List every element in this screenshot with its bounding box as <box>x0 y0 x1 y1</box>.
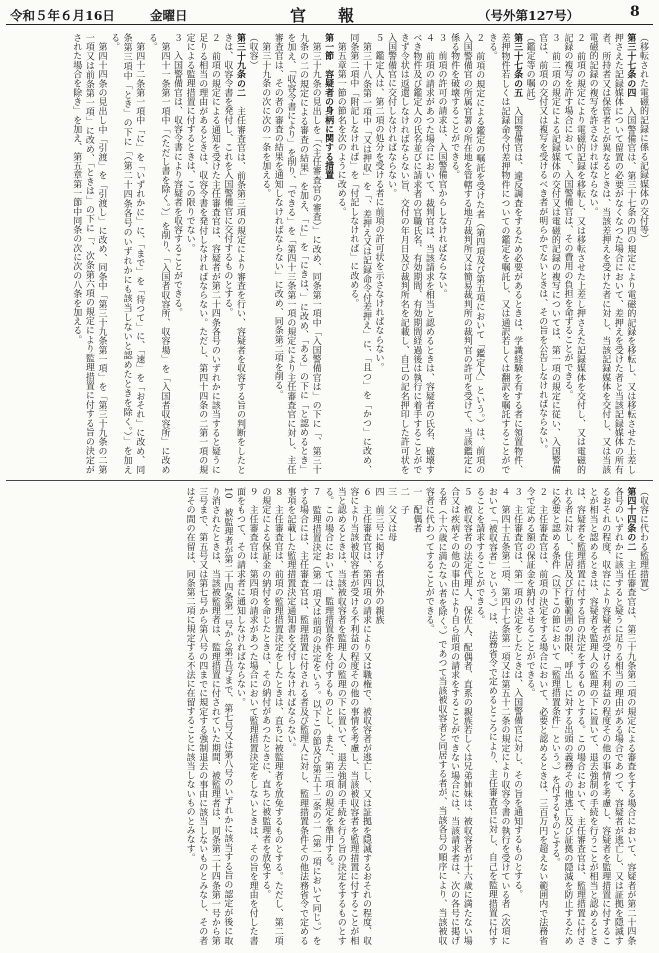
paragraph: ７ 監理措置決定（第一項又は前項の決定をいう。以下この節及び第五十二条の二（第一項において同じ。）をする場合には、主任審査官は、監理措置に付される者及び監理人に対し、監理措置条件その他法務省令で定める事項を記載した監理措置決定通知書を交付しなければならない。 <box>285 487 321 945</box>
article-number: 第三十七条の四 <box>625 33 636 98</box>
paragraph: ４ 前項の請求があつた場合において、裁判官は、当該請求を相当と認めるときは、容疑者の氏名、破壊すべき物件及び鑑定人の氏名並びに請求者の官職氏名、有効期間、有効期間経過後は執行に着手することができず令状は返還しなければならない旨、交付の年月日及び裁判所名を記載し、自己の記名押印した許可状を入国警備官に交付しなければならない。 <box>386 33 434 474</box>
paragraph: ６ 主任審査官は、第四項の請求により又は職権で、被収容者が逃亡し、又は証拠を隠滅するおそれの程度、収容により当該被収容者が受ける不利益の程度その他の事情を考慮し、当該被収容者を監理措置に付することが相当と認めるときは、当該被収容者を監理人の監理の下に置いて、退去強制の手続を行う旨の決定をするものとする。この場合においては、監理措置条件を付するものとし、また、第二項の規定を準用する。 <box>323 487 371 945</box>
paragraph: ５ 鑑定人は、第二項の処分を受ける者に前項の許可状を示さなければならない。 <box>373 33 384 372</box>
page-number: 8 <box>630 4 640 20</box>
paragraph: ５ 被収容者の法定代理人、保佐人、配偶者、直系の親族若しくは兄弟姉妹は、被収容者が十六歳に満たない場合又は疾病その他の事由により自ら前項の請求をすることができない場合には、当該請求者は、次の各号に掲げる者（十六歳に満たない者を除く。）であつて当該被収容者と同居する者が、当該各号の順序により、当該被収容者に代わつてすることができる。 <box>423 487 472 945</box>
article-text: 主任審査官は、第三十九条第二項の規定による審査をする場合において、容疑者が第二十四条各号のいずれかに該当すると疑うに足りる相当の理由がある場合であつて、容疑者が逃亡し、又は証拠を隠滅するおそれの程度、収容により容疑者が受ける不利益の程度その他の事情を考慮し、容疑者を監理措置に付することが相当と認めるときは、容疑者を監理人の監理の下に置いて、退去強制の手続を行うことが相当と認めるときは、容疑者を監理措置に付する旨の決定をするものとする。この場合において、主任審査官は、監理措置に付される者に対し、住居及び行動範囲の制限、呼出しに対する出頭の義務その他逃亡及び証拠の隠滅を防止するために必要と認める条件（以下この節において「監理措置条件」という。）を付するものとする。 <box>549 487 636 945</box>
paragraph: ３ 前項の許可の請求は、入国警備官からしなければならない。 <box>436 33 447 299</box>
paragraph: ８ 主任審査官は、前項の監理措置決定をしたときは、直ちに被監理者を放免するものとする。ただし、第二項の規定による保証金の納付を命じたときは、その納付があつたときに、直ちに被監理者を放免する。 <box>260 487 283 945</box>
paragraph: （収容に代わる監理措置） <box>638 487 648 597</box>
paragraph: ３ 主任審査官は、第一項の決定をしたときは、入国警備官に対し、その旨を通知するものとする。 <box>512 487 523 899</box>
paragraph <box>548 487 636 945</box>
gazette-title: 官 報 <box>290 6 355 25</box>
paragraph: （収容） <box>247 33 258 70</box>
paragraph: ９ 主任審査官は、第四項の請求があつた場合において監理措置決定をしないときは、その旨を理由を付した書面をもつて、その請求者に通知しなければならない。 <box>235 487 258 945</box>
article-number: 第三十七条の五 <box>512 33 523 98</box>
paragraph: ２ 前項の規定による鑑定の嘱託を受けた者（第四項及び第五項において「鑑定人」という。）は、前項の入国警備官の所属官署の所在地を管轄する地方裁判所又は簡易裁判所の裁判官の許可を受けて、当該鑑定に係る物件を破壊することができる。 <box>449 33 485 474</box>
upper-text-block <box>9 33 649 474</box>
paragraph: 第四十一条第一項中「（ただし書を除く。）」を削り、「入国者収容所、収容場」を「入国者収容所」に改める。 <box>146 33 170 474</box>
article-text: 主任審査官は、前条第三項の規定により審査を行い、容疑者を収容する旨の判断をしたときは、収容令書を発付し、これを入国警備官に交付するものとする。 <box>222 33 245 474</box>
paragraph: （移転された電磁的記録に係る記録媒体の交付等） <box>638 33 648 244</box>
paragraph: 第三十九条の見出しを「（主任審査官の審査）」に改め、同条第一項中「入国警備官は」の下に「、第三十九条の二の規定による審査の結果」を加え、「に」を「にきは、」に改め、「ある」の下に「と認めるとき」を加え、「収容令書により」を削り、「できる」を「第四十三条第一項の規定により主任審査官に対し、主任審査官は、その者の審査の結果を通知しなければならない」に改め、同条第二項を削る。 <box>272 33 321 474</box>
paragraph: ３ 入国警備官は、収容令書により容疑者を収容することができる。 <box>172 33 183 317</box>
paragraph: 第四十二条第一項中「に」を「いずれかに」に、「まで」を「待つて」に、「速」を「おそれ」に改め、同条第三項中「とき」の下に「（第二十四条各号のいずれかにも該当しないと認めたときを除く。）」を加える。 <box>109 33 145 474</box>
article-number: 第四十四条の二 <box>625 487 636 552</box>
section-divider <box>6 480 653 481</box>
paragraph: 10 被監理者が第二十四条第一号から第五号まで、第七号又は第八号のいずれかに該当する旨の認定が後に取り消されたときは、当該被監理者は、監理措置に付されていた期間、被監理者は、同条第二十四条第一号から第三号まで、第五号又は第七号から第八号の四までに規定する強制退去の事由に該当しないものとみなし、その者はその間の在留は、同条第二項に規定する不法に在留することに該当しないものとみなす。 <box>184 487 233 945</box>
paragraph: 第三十八条第一項中「又は押収」を「、差押え又は記録命令付差押え」に、「且つ」を「かつ」に改め、同条第二項中「附記しなければ」を「付記しなければ」に改める。 <box>348 33 371 474</box>
section-heading: 第一節 容疑者の身柄に関する措置 <box>323 33 334 180</box>
header-rule <box>6 24 653 25</box>
paragraph: 四 前三号に掲げる者以外の親族 <box>373 487 384 625</box>
article-number: 第三十九条の二 <box>235 33 245 98</box>
article-text: 入国警備官は、違反調査をするため必要があるときは、学識経験を有する者に領置物件、差押物件若しくは記録命令付差押物件についての鑑定を嘱託し、又は通訳若しくは翻訳を嘱託することができる。 <box>486 33 523 474</box>
article-text: 入国警備官は、第三十七条の四の規定により電磁的記録を移転し、又は移転させた上差し押さえた記録媒体について留置の必要がなくなつた場合において、差押えを受けた者と当該記録媒体の所有者、所持者又は保管者とが異なるときは、当該差押えを受けた者に対し、当該記録媒体を交付し、又は当該電磁的記録の複写を許さなければならない。 <box>587 33 636 474</box>
issue-number: （号外第127号） <box>478 8 580 23</box>
paragraph: 第三十九条の次に次の一条を加える。 <box>260 33 271 198</box>
paragraph <box>485 33 523 474</box>
paragraph: ３ 前二項の規定による記録媒体の交付又は電磁的記録の複写については、第一項の規定に従い、入国警備官は、前項の交付又は複写を受けるべき者が明らかでないときは、その旨を公告しなければならない。 <box>537 33 560 474</box>
paragraph: （鑑定等の嘱託） <box>524 33 535 107</box>
paragraph: 第四十四条の見出し中「引渡」を「引渡し」に改め、同条中「第三十九条第一項」を「第三十九条の二第一項又は前条第一項」に改め、「ときは」の下に「、次条第六項の規定により監理措置に付する旨の決定がされた場合を除き」を加え、第五章第一節中同条の次に次の八条を加える。 <box>71 33 107 474</box>
paragraph: 第五章第一節の節名を次のように改める。 <box>335 33 346 216</box>
lower-text-block <box>9 487 649 945</box>
paragraph: ２ 前項の規定により電磁的記録を移転し、又は移転させた上差し押さえた記録媒体を交付し、又は電磁的記録の複写を許す場合において、入国警備官は、その費用の負担を命ずることができる。 <box>562 33 586 474</box>
paragraph: 三 父又は母 <box>386 487 397 542</box>
gazette-header <box>0 0 659 26</box>
paragraph <box>221 33 246 474</box>
issue-date: 令和５年６月16日 <box>10 8 115 23</box>
paragraph: ２ 前項の規定による通知を受けた主任審査官は、容疑者が第二十四条各号のいずれかに該当すると疑うに足りる相当の理由があるときは、収容令書を発付しなければならない。ただし、第四十四条の二第一項の規定による監理措置に付するときは、この限りでない。 <box>184 33 220 474</box>
paragraph: 二 子 <box>398 487 409 515</box>
paragraph <box>586 33 636 474</box>
paragraph: ４ 第四十五条第二項、第四十七条第一項又は第五十二条の規定により収容令書の執行を受けている者（次項において「被収容者」という。）は、法務省令で定めるところにより、主任審査官に対し、自己を監理措置に付することを請求することができる。 <box>474 487 510 945</box>
paragraph: 一 配偶者 <box>411 487 422 533</box>
paragraph: ２ 主任審査官は、前項の決定をする場合において、必要と認めるときは、三百万円を超えない範囲内で法務省令で定める額の保証金を納付させることができる。 <box>524 487 548 945</box>
weekday: 金曜日 <box>150 8 188 23</box>
